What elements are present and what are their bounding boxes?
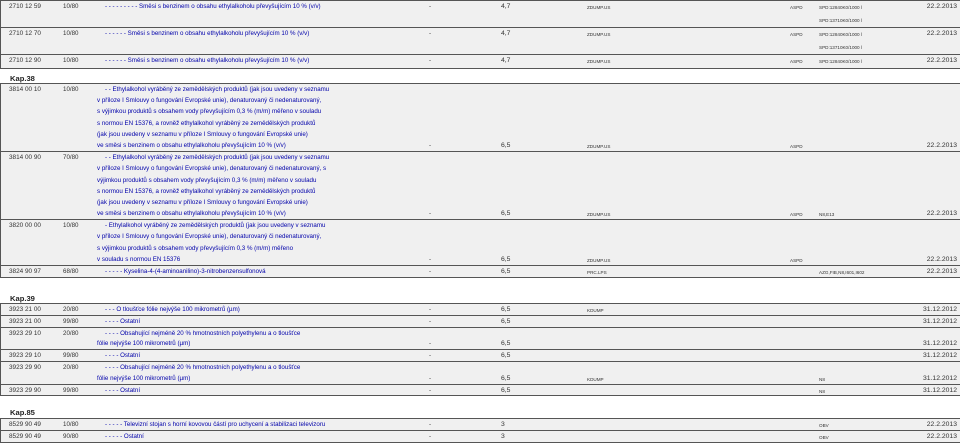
valid-date: 22.2.2013 — [926, 3, 957, 10]
item-description-cont: fólie nejvýše 100 mikrometrů (µm) — [97, 374, 191, 382]
item-description-cont: výjimkou produktů s obsahem vody převyšujícím 0,3 % (m/m) měřeno v souladu — [97, 176, 317, 184]
dash-cell: - — [429, 268, 432, 275]
ratio: 20/80 — [63, 329, 79, 337]
duty-rate: 6,5 — [501, 141, 511, 149]
duty-rate: 6,5 — [501, 386, 511, 394]
row-line — [1, 175, 960, 186]
row-line — [1, 362, 960, 373]
dash-cell: - — [429, 255, 432, 263]
measure-code: PRC.LPS — [587, 270, 607, 275]
table-top — [0, 0, 960, 69]
row-line — [1, 220, 960, 231]
duty-rate: 3 — [501, 421, 505, 428]
table-row — [1, 266, 960, 278]
table-row — [1, 55, 960, 69]
measure-type: ASPD — [790, 143, 803, 149]
measure-type: ASPD — [790, 5, 803, 10]
valid-date: 31.12.2012 — [922, 340, 957, 348]
dash-cell: - — [429, 30, 432, 37]
valid-date: 31.12.2012 — [922, 317, 957, 325]
row-line — [1, 95, 960, 106]
table-row — [1, 328, 960, 351]
table-row — [1, 385, 960, 397]
tariff-code: 3923 29 10 — [9, 329, 41, 337]
row-line — [1, 118, 960, 129]
table-row — [1, 419, 960, 431]
row-line — [1, 197, 960, 208]
measure-note: SPD:13710K0/1000 l — [819, 45, 862, 50]
item-description-cont: v souladu s normou EN 15376 — [97, 255, 181, 263]
table-row — [1, 28, 960, 55]
dash-cell: - — [429, 3, 432, 10]
valid-date: 22.2.2013 — [926, 421, 957, 428]
measure-code: ZDUMP.US — [587, 32, 611, 37]
item-description-cont: fólie nejvýše 100 mikrometrů (µm) — [97, 340, 191, 348]
row-line — [1, 266, 960, 277]
row-line — [1, 41, 960, 54]
duty-rate: 4,7 — [501, 3, 511, 10]
row-line — [1, 231, 960, 242]
ratio: 90/80 — [63, 433, 79, 440]
item-description-cont: (jak jsou uvedeny v seznamu v příloze I Smlouvy o fungování Evropské unie) — [97, 198, 308, 206]
section-title-kap85: Kap.85 — [10, 408, 35, 417]
dash-cell: - — [429, 210, 432, 218]
tariff-code: 8529 90 49 — [9, 433, 41, 440]
item-description: - - Ethylalkohol vyráběný ze zemědělských produktů (jak jsou uvedeny v seznamu — [105, 154, 330, 162]
row-line — [1, 304, 960, 315]
item-description-cont: s normou EN 15376, a rovněž ethylalkohol vyráběný ze zemědělských produktů — [97, 187, 316, 195]
item-description-cont: s výjimkou produktů s obsahem vody převyšujícím 0,3 % (m/m) měřeno — [97, 244, 294, 252]
duty-rate: 6,5 — [501, 255, 511, 263]
dash-cell: - — [429, 57, 432, 64]
tariff-code: 2710 12 90 — [9, 57, 41, 64]
measure-code: ZDUMP.US — [587, 257, 611, 263]
row-line — [1, 84, 960, 95]
ratio: 20/80 — [63, 306, 79, 313]
dash-cell: - — [429, 141, 432, 149]
valid-date: 31.12.2012 — [922, 352, 957, 360]
duty-rate: 6,5 — [501, 268, 511, 275]
tariff-code: 3923 21 00 — [9, 306, 41, 313]
row-line — [1, 243, 960, 254]
item-description-cont: v příloze I Smlouvy o fungování Evropské unie), denaturovaný či nedenaturovaný, — [97, 97, 322, 105]
ratio: 10/80 — [63, 222, 79, 230]
item-description-cont: s normou EN 15376, a rovněž ethylalkohol vyráběný ze zemědělských produktů — [97, 119, 316, 127]
measure-code: ZDUMP.US — [587, 143, 611, 149]
table-row — [1, 220, 960, 266]
valid-date: 31.12.2012 — [922, 386, 957, 394]
tariff-code: 3814 00 10 — [9, 86, 41, 93]
dash-cell: - — [429, 340, 432, 348]
item-description: - - - - - - - - - Směsi s benzinem o obsahu ethylalkoholu převyšujícím 10 % (v/v) — [105, 3, 321, 10]
dash-cell: - — [429, 317, 432, 325]
tariff-code: 3814 00 90 — [9, 154, 41, 162]
row-line — [1, 208, 960, 219]
section-title-kap38: Kap.38 — [10, 74, 35, 83]
tariff-code: 3824 90 97 — [9, 268, 41, 275]
item-description: - - - - - - Směsi s benzinem o obsahu ethylalkoholu převyšujícím 10 % (v/v) — [105, 30, 310, 37]
row-line — [1, 129, 960, 140]
tariff-code: 8529 90 49 — [9, 421, 41, 428]
valid-date: 31.12.2012 — [922, 306, 957, 313]
duty-rate: 6,5 — [501, 374, 511, 382]
measure-note: N8 — [819, 388, 825, 394]
table-row — [1, 431, 960, 443]
valid-date: 22.2.2013 — [926, 433, 957, 440]
duty-rate: 6,5 — [501, 306, 511, 313]
dash-cell: - — [429, 374, 432, 382]
row-line — [1, 140, 960, 151]
item-description: - - - - Obsahující nejméně 20 % hmotnostních polyethylenu a o tloušťce — [105, 363, 301, 371]
ratio: 10/80 — [63, 3, 79, 10]
item-description: - - - - - Ostatní — [105, 433, 144, 440]
dash-cell: - — [429, 306, 432, 313]
valid-date: 22.2.2013 — [926, 57, 957, 64]
row-line — [1, 419, 960, 430]
measure-note: N8 — [819, 376, 825, 382]
ratio: 10/80 — [63, 421, 79, 428]
table-row — [1, 1, 960, 28]
duty-rate: 3 — [501, 433, 505, 440]
table-row — [1, 84, 960, 152]
row-line — [1, 373, 960, 384]
measure-code: ZDUMP.US — [587, 212, 611, 218]
ratio: 99/80 — [63, 386, 79, 394]
tariff-code: 3820 00 00 — [9, 222, 41, 230]
table-kap39 — [0, 303, 960, 396]
measure-note: AZG,FIB,N8,I601,I602 — [819, 270, 865, 275]
row-line — [1, 14, 960, 27]
measure-note: SPD:13710K0/1000 l — [819, 18, 862, 23]
measure-note: OBV — [819, 435, 829, 440]
item-description: - - - O tloušťce fólie nejvýše 100 mikrometrů (µm) — [105, 306, 240, 313]
valid-date: 22.2.2013 — [926, 255, 957, 263]
row-line — [1, 350, 960, 361]
item-description: - - - - - Kyselina-4-(4-aminoanilino)-3-nitrobenzensulfonová — [105, 268, 266, 275]
dash-cell: - — [429, 386, 432, 394]
ratio: 70/80 — [63, 154, 79, 162]
row-line — [1, 385, 960, 396]
measure-type: ASPD — [790, 59, 803, 64]
ratio: 68/80 — [63, 268, 79, 275]
row-line — [1, 55, 960, 68]
row-line — [1, 316, 960, 327]
measure-code: ZDUMP.US — [587, 5, 611, 10]
valid-date: 22.2.2013 — [926, 268, 957, 275]
ratio: 10/80 — [63, 86, 79, 93]
row-line — [1, 1, 960, 14]
table-kap38 — [0, 83, 960, 278]
row-line — [1, 28, 960, 41]
dash-cell: - — [429, 421, 432, 428]
table-row — [1, 152, 960, 220]
row-line — [1, 106, 960, 117]
table-kap85 — [0, 418, 960, 443]
item-description: - - - - - Televizní stojan s horní kovovou částí pro uchycení a stabilizaci televizoru — [105, 421, 326, 428]
measure-type: ASPD — [790, 212, 803, 218]
row-line — [1, 186, 960, 197]
item-description: - Ethylalkohol vyráběný ze zemědělských produktů (jak jsou uvedeny v seznamu — [105, 222, 326, 230]
measure-note: SPD:12840K0/1000 l — [819, 59, 862, 64]
dash-cell: - — [429, 433, 432, 440]
duty-rate: 6,5 — [501, 317, 511, 325]
row-line — [1, 254, 960, 265]
ratio: 10/80 — [63, 57, 79, 64]
row-line — [1, 152, 960, 163]
table-row — [1, 316, 960, 328]
valid-date: 22.2.2013 — [926, 210, 957, 218]
section-title-kap39: Kap.39 — [10, 294, 35, 303]
measure-code: KDUMP — [587, 308, 604, 313]
table-row — [1, 362, 960, 385]
valid-date: 22.2.2013 — [926, 30, 957, 37]
duty-rate: 6,5 — [501, 340, 511, 348]
item-description-cont: ve směsi s benzinem o obsahu ethylalkoholu převyšujícím 10 % (v/v) — [97, 141, 286, 149]
item-description-cont: v příloze I Smlouvy o fungování Evropské unie), denaturovaný či nedenaturovaný, — [97, 233, 322, 241]
tariff-code: 3923 21 00 — [9, 317, 41, 325]
measure-type: ASPD — [790, 257, 803, 263]
row-line — [1, 431, 960, 442]
ratio: 99/80 — [63, 352, 79, 360]
item-description-cont: (jak jsou uvedeny v seznamu v příloze I Smlouvy o fungování Evropské unie) — [97, 130, 308, 138]
item-description: - - - - Ostatní — [105, 386, 141, 394]
valid-date: 31.12.2012 — [922, 374, 957, 382]
dash-cell: - — [429, 352, 432, 360]
measure-note: SPD:12840K0/1000 l — [819, 5, 862, 10]
measure-code: ZDUMP.US — [587, 59, 611, 64]
table-row — [1, 304, 960, 316]
measure-note: OBV — [819, 423, 829, 428]
row-line — [1, 163, 960, 174]
tariff-code: 2710 12 70 — [9, 30, 41, 37]
item-description: - - Ethylalkohol vyráběný ze zemědělských produktů (jak jsou uvedeny v seznamu — [105, 86, 330, 93]
duty-rate: 4,7 — [501, 30, 511, 37]
item-description: - - - - Obsahující nejméně 20 % hmotnostních polyethylenu a o tloušťce — [105, 329, 301, 337]
item-description: - - - - Ostatní — [105, 317, 141, 325]
item-description-cont: v příloze I Smlouvy o fungování Evropské unie), denaturovaný či nedenaturovaný, s — [97, 165, 327, 173]
item-description: - - - - Ostatní — [105, 352, 141, 360]
item-description: - - - - - - Směsi s benzinem o obsahu ethylalkoholu převyšujícím 10 % (v/v) — [105, 57, 310, 64]
tariff-code: 3923 29 90 — [9, 386, 41, 394]
ratio: 99/80 — [63, 317, 79, 325]
measure-code: KDUMP — [587, 376, 604, 382]
item-description-cont: s výjimkou produktů s obsahem vody převyšujícím 0,3 % (m/m) měřeno v souladu — [97, 108, 322, 116]
item-description-cont: ve směsi s benzinem o obsahu ethylalkoholu převyšujícím 10 % (v/v) — [97, 210, 286, 218]
tariff-code: 3923 29 90 — [9, 363, 41, 371]
tariff-code: 2710 12 59 — [9, 3, 41, 10]
measure-type: ASPD — [790, 32, 803, 37]
row-line — [1, 338, 960, 349]
ratio: 10/80 — [63, 30, 79, 37]
duty-rate: 6,5 — [501, 210, 511, 218]
valid-date: 22.2.2013 — [926, 141, 957, 149]
duty-rate: 6,5 — [501, 352, 511, 360]
ratio: 20/80 — [63, 363, 79, 371]
tariff-code: 3923 29 10 — [9, 352, 41, 360]
measure-note: SPD:12840K0/1000 l — [819, 32, 862, 37]
measure-note: N8,E13 — [819, 212, 835, 218]
duty-rate: 4,7 — [501, 57, 511, 64]
table-row — [1, 350, 960, 362]
row-line — [1, 328, 960, 339]
